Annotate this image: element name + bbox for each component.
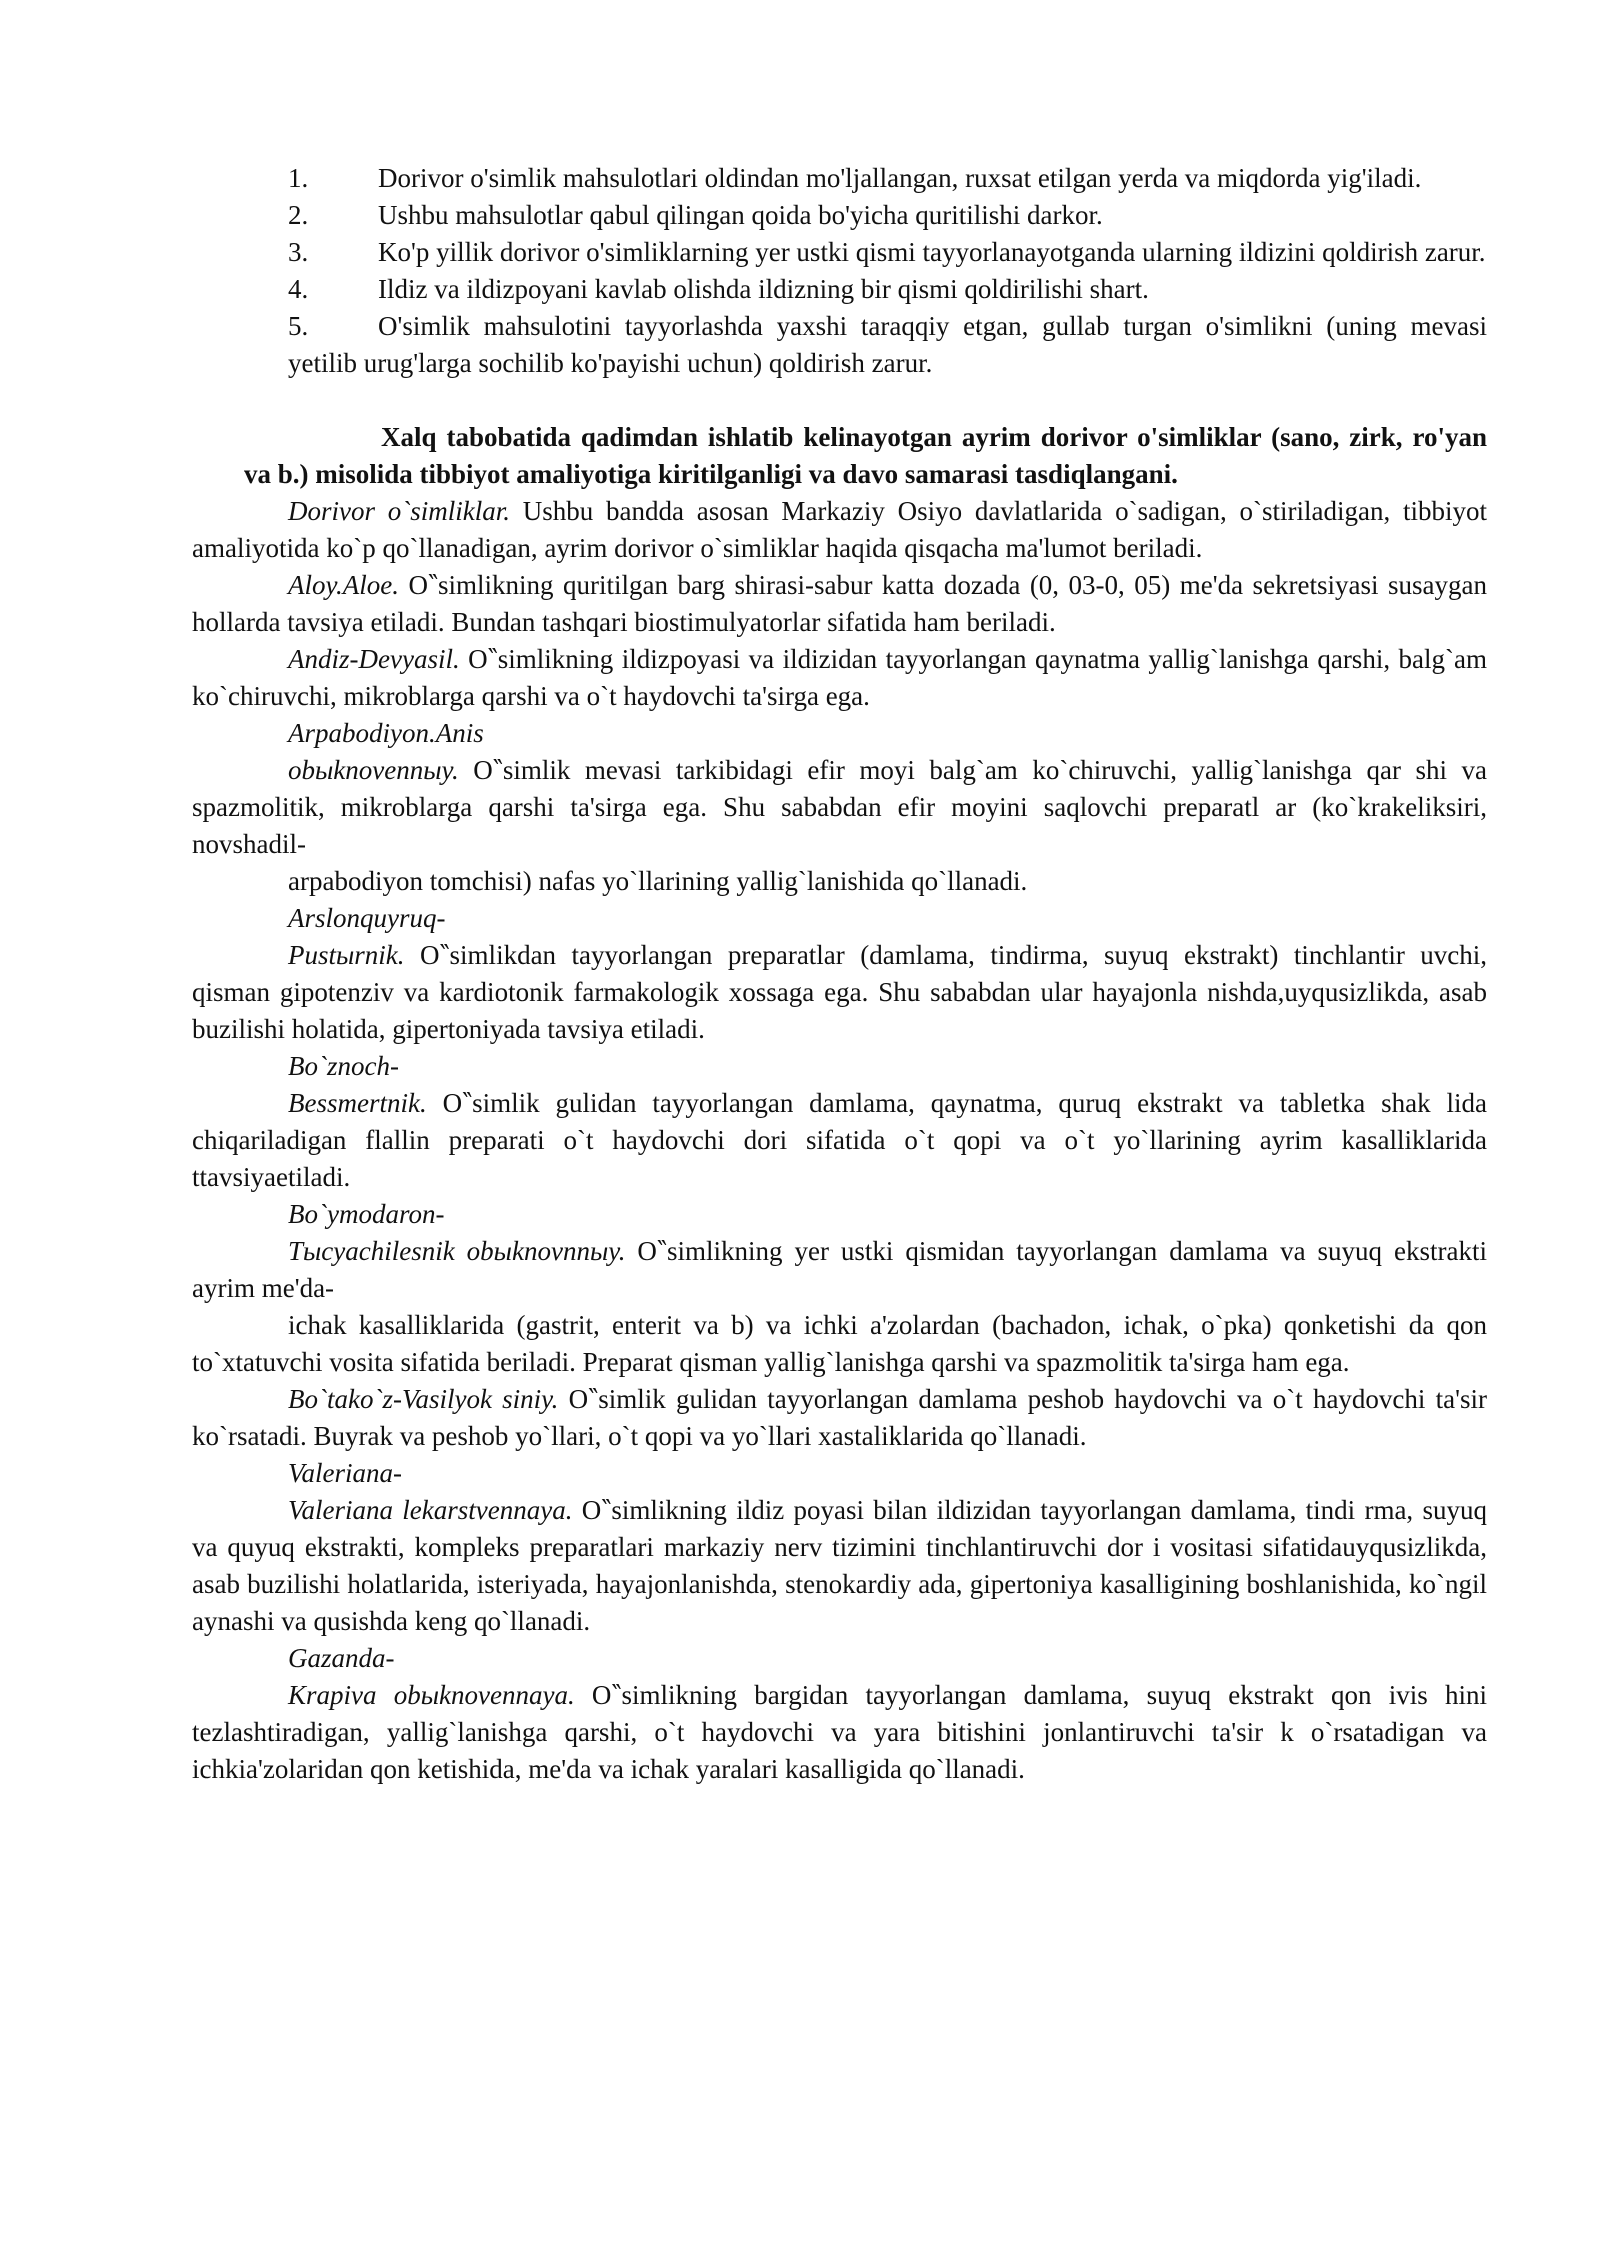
entry-boymodaron-title: [192, 1196, 1487, 1233]
entry-term: Gazanda-: [288, 1643, 395, 1673]
list-item: [192, 234, 1487, 271]
list-number: 3.: [288, 237, 309, 267]
entry-text: O‶simlikning ildiz poyasi bilan ildizidan tayyorlangan damlama, tindi rma, suyuq va quyuq ekstrakti, kompleks preparatlari markaziy nerv tizimini tinchlantiruvchi dor i vositasi sifatidauyqusizlikda, asab buzilishi holatlarida, isteriyada, hayajonlanishda, stenokardiy ada, gipertoniya kasalligining boshlanishida, ko`ngil aynashi va qusishda keng qo`llanadi.: [192, 1495, 1487, 1636]
entry-term: obыknovennыy.: [288, 755, 459, 785]
entry-term: Bessmertnik.: [288, 1088, 427, 1118]
entry-text: O‶simlik mevasi tarkibidagi efir moyi balg`am ko`chiruvchi, yallig`lanishga qar shi va spazmolitik, mikroblarga qarshi ta'sirga ega. Shu sababdan efir moyini saqlovchi preparatl ar (ko`krakeliksiri, novshadil-: [192, 755, 1487, 859]
list-item: [192, 308, 1487, 382]
list-number: 5.: [288, 311, 309, 341]
section-heading: Xalq tabobatida qadimdan ishlatib kelinayotgan ayrim dorivor o'simliklar (sano, zirk, ro'yan va b.) misolida tibbiyot amaliyotiga kiritilganligi va davo samarasi tasdiqlangani.: [244, 422, 1487, 489]
document-body: [192, 160, 1487, 1788]
list-text: Ildiz va ildizpoyani kavlab olishda ildizning bir qismi qoldirilishi shart.: [378, 274, 1149, 304]
entry-term: Tысyachilesnik obыknovnnыy.: [288, 1236, 626, 1266]
entry-term: Bo`znoch-: [288, 1051, 399, 1081]
entry-term: Pustыrnik.: [288, 940, 405, 970]
list-item: [192, 271, 1487, 308]
entry-text: Ushbu bandda asosan Markaziy Osiyo davlatlarida o`sadigan, o`stiriladigan, tibbiyot amaliyotida ko`p qo`llanadigan, ayrim dorivor o`simliklar haqida qisqacha ma'lumot beriladi.: [192, 496, 1487, 563]
entry-arslonquyruq-title: [192, 900, 1487, 937]
entry-term: Bo`ymodaron-: [288, 1199, 445, 1229]
entry-term: Arpabodiyon.Anis: [288, 718, 484, 748]
entry-continuation: arpabodiyon tomchisi) nafas yo`llarining yallig`lanishida qo`llanadi.: [288, 866, 1028, 896]
entry-boymodaron: [192, 1233, 1487, 1307]
entry-term: Andiz-Devyasil.: [288, 644, 460, 674]
entry-continuation: ichak kasalliklarida (gastrit, enterit va b) va ichki a'zolardan (bachadon, ichak, o`pka) qonketishi da qon to`xtatuvchi vosita sifatida beriladi. Preparat qisman yallig`lanishga qarshi va spazmolitik ta'sirga ham ega.: [192, 1310, 1487, 1377]
entry-text: O‶simlikning yer ustki qismidan tayyorlangan damlama va suyuq ekstrakti ayrim me'da-: [192, 1236, 1487, 1303]
entry-text: O‶simlikning bargidan tayyorlangan damlama, suyuq ekstrakt qon ivis hini tezlashtiradigan, yallig`lanishga qarshi, o`t haydovchi va yara bitishini jonlantiruvchi ta'sir k o`rsatadigan va ichkia'zolaridan qon ketishida, me'da va ichak yaralari kasalligida qo`llanadi.: [192, 1680, 1487, 1784]
entry-valeriana-title: [192, 1455, 1487, 1492]
entry-boznoch-title: [192, 1048, 1487, 1085]
list-text: O'simlik mahsulotini tayyorlashda yaxshi taraqqiy etgan, gullab turgan o'simlikni (uning mevasi yetilib urug'larga sochilib ko'payishi uchun) qoldirish zarur.: [288, 311, 1487, 378]
entry-text: O‶simlikning quritilgan barg shirasi-sabur katta dozada (0, 03-0, 05) me'da sekretsiyasi susaygan hollarda tavsiya etiladi. Bundan tashqari biostimulyatorlar sifatida ham beriladi.: [192, 570, 1487, 637]
entry-arslonquyruq: [192, 937, 1487, 1048]
list-number: 4.: [288, 274, 309, 304]
list-text: Dorivor o'simlik mahsulotlari oldindan mo'ljallangan, ruxsat etilgan yerda va miqdorda yig'iladi.: [378, 163, 1422, 193]
entry-term: Bo`tako`z-Vasilyok siniy.: [288, 1384, 559, 1414]
entry-term: Arslonquyruq-: [288, 903, 446, 933]
entry-gazanda-title: [192, 1640, 1487, 1677]
entry-text: O‶simlikning ildizpoyasi va ildizidan tayyorlangan qaynatma yallig`lanishga qarshi, balg`am ko`chiruvchi, mikroblarga qarshi va o`t haydovchi ta'sirga ega.: [192, 644, 1487, 711]
entry-term: Valeriana lekarstvennaya.: [288, 1495, 573, 1525]
list-text: Ko'p yillik dorivor o'simliklarning yer ustki qismi tayyorlanayotganda ularning ildizini qoldirish zarur.: [378, 237, 1486, 267]
entry-text: O‶simlik gulidan tayyorlangan damlama peshob haydovchi va o`t haydovchi ta'sir ko`rsatadi. Buyrak va peshob yo`llari, o`t qopi va yo`llari xastaliklarida qo`llanadi.: [192, 1384, 1487, 1451]
entry-text: O‶simlik gulidan tayyorlangan damlama, qaynatma, quruq ekstrakt va tabletka shak lida chiqariladigan flallin preparati o`t haydovchi dori sifatida o`t qopi va o`t yo`llarining ayrim kasalliklarida ttavsiyaetiladi.: [192, 1088, 1487, 1192]
entry-arpabodiyon-title: [192, 715, 1487, 752]
list-number: 1.: [288, 163, 309, 193]
list-number: 2.: [288, 200, 309, 230]
entry-aloe: [192, 567, 1487, 641]
entry-arpabodiyon: [192, 752, 1487, 863]
entry-term: Valeriana-: [288, 1458, 402, 1488]
entry-valeriana: [192, 1492, 1487, 1640]
entry-term: Dorivor o`simliklar.: [288, 496, 510, 526]
entry-gazanda: [192, 1677, 1487, 1788]
entry-text: O‶simlikdan tayyorlangan preparatlar (damlama, tindirma, suyuq ekstrakt) tinchlantir uvchi, qisman gipotenziv va kardiotonik farmakologik xossaga ega. Shu sababdan ular hayajonla nishda,uyqusizlikda, asab buzilishi holatida, gipertoniyada tavsiya etiladi.: [192, 940, 1487, 1044]
entry-term: Aloy.Aloe.: [288, 570, 399, 600]
list-item: [192, 160, 1487, 197]
entry-andiz: [192, 641, 1487, 715]
entry-term: Krapiva obыknovennaya.: [288, 1680, 575, 1710]
entry-botakoz: [192, 1381, 1487, 1455]
list-text: Ushbu mahsulotlar qabul qilingan qoida bo'yicha quritilishi darkor.: [378, 200, 1103, 230]
entry-boznoch: [192, 1085, 1487, 1196]
list-item: [192, 197, 1487, 234]
entry-intro: [192, 493, 1487, 567]
